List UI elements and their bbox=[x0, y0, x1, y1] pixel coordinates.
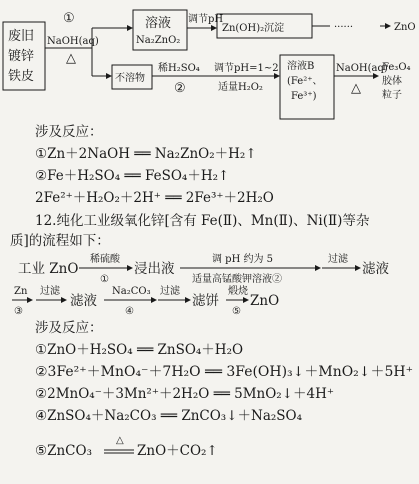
insoluble-label: 不溶物 bbox=[115, 73, 145, 84]
adjust-ph-2: 调节pH=1~2 bbox=[214, 63, 279, 74]
dilute-h2so4: 稀H₂SO₄ bbox=[158, 63, 200, 74]
reaction2-eq5-left: ⑤ZnCO₃ bbox=[35, 443, 92, 459]
reactions-1 bbox=[35, 123, 274, 206]
naoh-reagent-2: NaOH(aq) bbox=[336, 63, 388, 74]
reaction2-eq5-right: ZnO＋CO₂↑ bbox=[137, 443, 218, 459]
solution-b-ions-2: Fe³⁺) bbox=[291, 91, 317, 102]
continuation-dots: ······ bbox=[334, 22, 354, 33]
flow2-filter-3: 过滤 bbox=[160, 286, 180, 297]
q12-line1: 12.纯化工业级氧化锌[含有 Fe(Ⅱ)、Mn(Ⅱ)、Ni(Ⅱ)等杂 bbox=[35, 213, 370, 229]
step1-reagent: NaOH(aq) bbox=[47, 36, 99, 47]
product-line-3: 粒子 bbox=[382, 90, 402, 101]
flow2-filtrate-2: 滤液 bbox=[70, 293, 97, 309]
solution-formula: Na₂ZnO₂ bbox=[136, 35, 181, 46]
h2o2-amount: 适量H₂O₂ bbox=[218, 82, 263, 93]
flow2-filter-1: 过滤 bbox=[328, 254, 348, 265]
reactions2-heading: 涉及反应： bbox=[35, 320, 103, 336]
reaction2-eq4: ④ZnSO₄＋Na₂CO₃ ══ ZnCO₃↓＋Na₂SO₄ bbox=[35, 408, 303, 424]
heat-2: △ bbox=[351, 81, 361, 96]
flow2-reagent-1: 稀硫酸 bbox=[90, 254, 120, 265]
step1-heat: △ bbox=[66, 51, 76, 66]
flow2-text bbox=[14, 252, 389, 317]
adjust-ph-label: 调节pH bbox=[188, 14, 224, 25]
q12-line2: 质]的流程如下： bbox=[10, 233, 110, 249]
flow2-filter-2: 过滤 bbox=[40, 286, 60, 297]
reaction1-eq3: 2Fe²⁺＋H₂O₂＋2H⁺ ══ 2Fe³⁺＋2H₂O bbox=[35, 190, 274, 206]
step2-number: ② bbox=[174, 81, 186, 96]
flow2-step-5: ⑤ bbox=[232, 306, 241, 317]
flow2-na2co3: Na₂CO₃ bbox=[112, 286, 151, 297]
flow2-step-3: ③ bbox=[14, 306, 23, 317]
reaction1-eq2: ②Fe＋H₂SO₄ ══ FeSO₄＋H₂↑ bbox=[35, 168, 230, 184]
reaction2-eq5-sign bbox=[104, 450, 134, 453]
flow2-start: 工业 ZnO bbox=[18, 261, 79, 277]
flow2-reagent-2: 调 pH 约为 5 bbox=[212, 254, 274, 265]
start-line-2: 镀锌 bbox=[8, 49, 35, 64]
reaction2-eq5-heat: △ bbox=[116, 435, 124, 446]
start-line-1: 废旧 bbox=[8, 29, 35, 44]
zno-product: ZnO bbox=[394, 22, 416, 33]
flow2-filter-cake: 滤饼 bbox=[192, 293, 219, 309]
flow2-zn: Zn bbox=[14, 286, 28, 297]
question-12 bbox=[10, 212, 370, 249]
flow2-step-1: ① bbox=[100, 274, 109, 285]
product-line-2: 胶体 bbox=[382, 76, 402, 87]
flow2-calcine: 煅烧 bbox=[228, 286, 248, 297]
flow2-filtrate-1: 滤液 bbox=[362, 261, 389, 277]
reaction1-eq1: ①Zn＋2NaOH ══ Na₂ZnO₂＋H₂↑ bbox=[35, 146, 257, 162]
flow2-zno-product: ZnO bbox=[250, 293, 280, 309]
flow2-leach-liquid: 浸出液 bbox=[134, 261, 175, 277]
reactions1-heading: 涉及反应： bbox=[35, 124, 103, 140]
product-line-1: Fe₃O₄ bbox=[382, 62, 411, 73]
reaction2-eq3: ②2MnO₄⁻＋3Mn²⁺＋2H₂O ══ 5MnO₂↓＋4H⁺ bbox=[35, 386, 335, 402]
solution-b-label: 溶液B bbox=[287, 61, 315, 72]
zn-oh2-precipitate: Zn(OH)₂沉淀 bbox=[222, 23, 285, 34]
step1-number: ① bbox=[63, 11, 75, 26]
reaction2-eq1: ①ZnO＋H₂SO₄ ══ ZnSO₄＋H₂O bbox=[35, 342, 244, 358]
reaction2-eq2: ②3Fe²⁺＋MnO₄⁻＋7H₂O ══ 3Fe(OH)₃↓＋MnO₂↓＋5H⁺ bbox=[35, 364, 413, 380]
flow2-step-4: ④ bbox=[125, 306, 134, 317]
flow2-reagent-2b: 适量高锰酸钾溶液② bbox=[192, 274, 282, 285]
flow1-text bbox=[8, 11, 416, 102]
solution-label: 溶液 bbox=[145, 16, 172, 31]
solution-b-ions-1: (Fe²⁺、 bbox=[287, 76, 323, 87]
reactions-2 bbox=[35, 319, 413, 459]
start-line-3: 铁皮 bbox=[8, 69, 35, 84]
